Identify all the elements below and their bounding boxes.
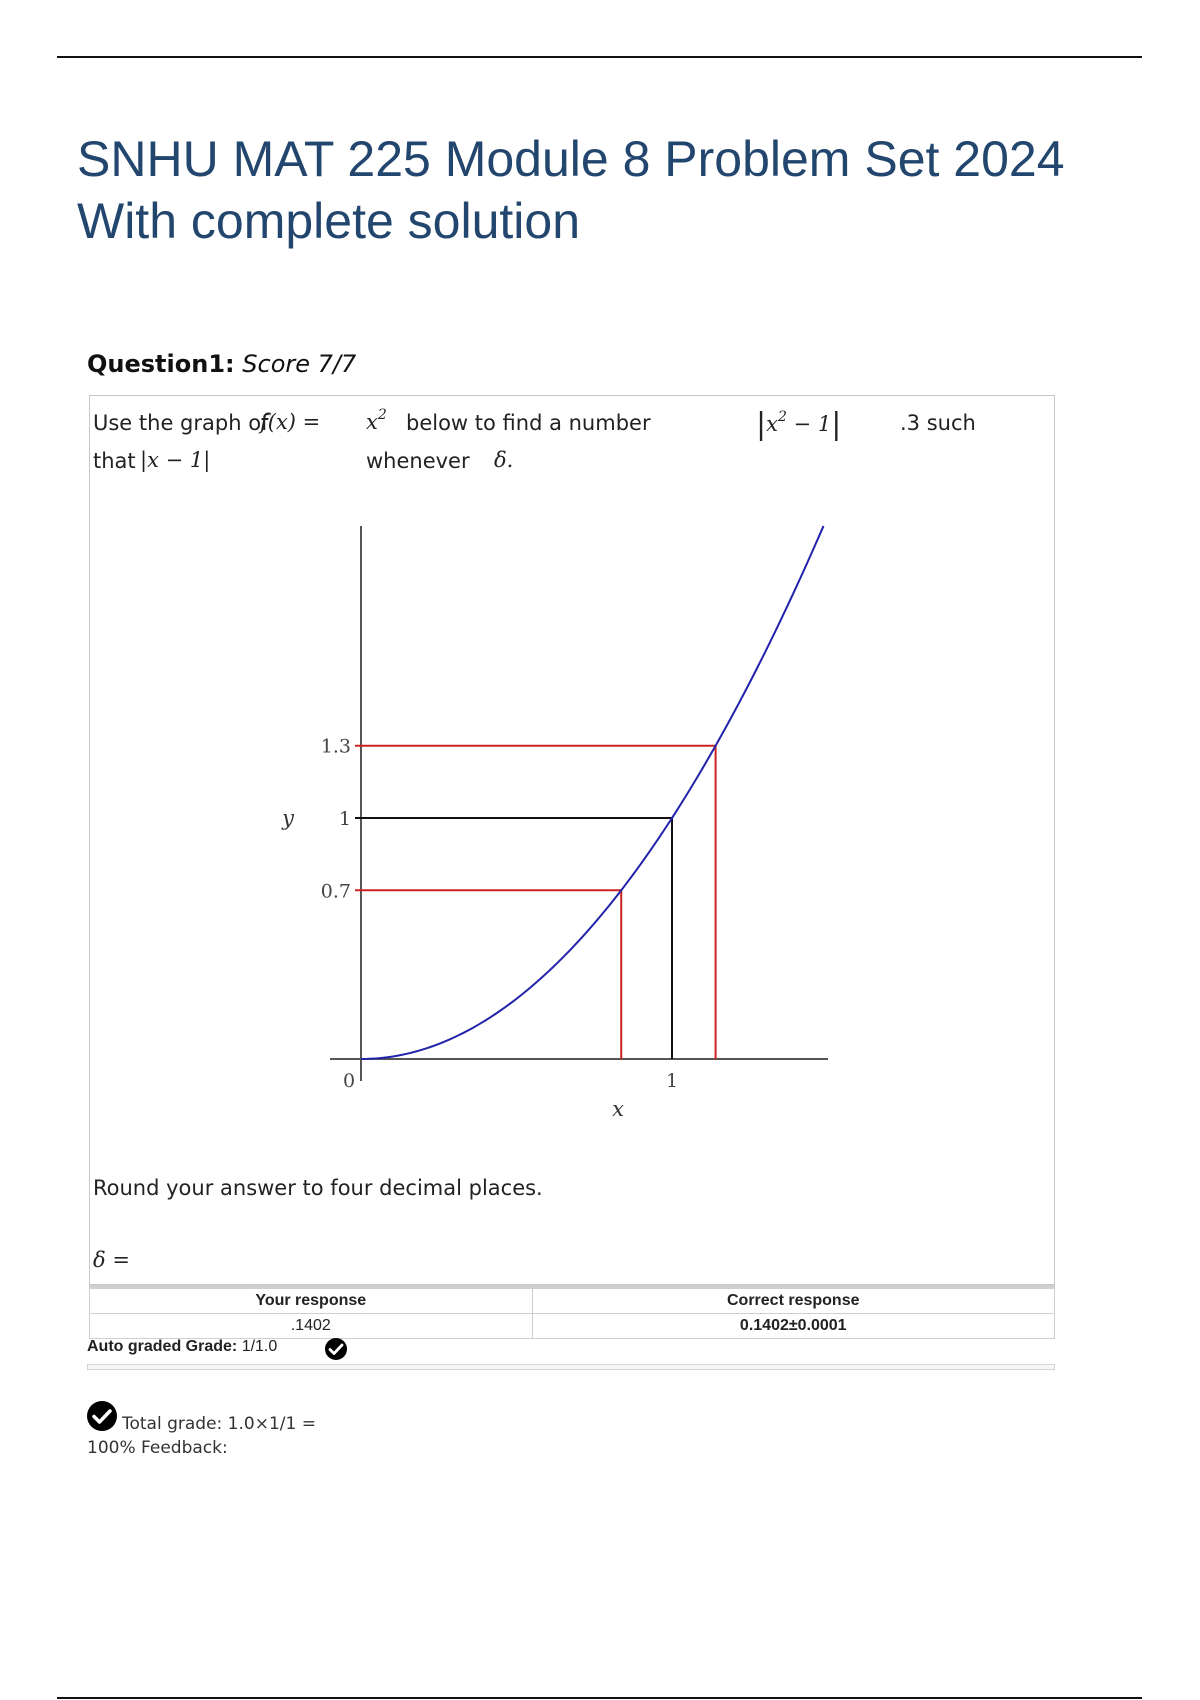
correct-response-value: 0.1402±0.0001 (532, 1314, 1054, 1339)
response-value-row (90, 1314, 1055, 1339)
prompt-delta: δ. (494, 448, 514, 472)
correct-response-header: Correct response (532, 1287, 1054, 1314)
your-response-value: .1402 (90, 1314, 533, 1339)
prompt-text-2: below to find a number (406, 411, 651, 435)
response-header-row (90, 1287, 1055, 1314)
document-title (77, 128, 1137, 252)
check-circle-icon (324, 1337, 348, 1361)
total-grade (87, 1412, 316, 1460)
prompt-text-5: whenever (366, 449, 470, 473)
y-tick-label: 1.3 (320, 735, 351, 758)
question-heading (87, 350, 356, 378)
prompt-text-4: that (93, 449, 136, 473)
total-grade-line-2: 100% Feedback: (87, 1438, 228, 1458)
prompt-abs-x-minus-1: |x − 1| (140, 448, 211, 472)
y-axis-label: y (282, 806, 294, 830)
your-response-header: Your response (90, 1287, 533, 1314)
title-line-1: SNHU MAT 225 Module 8 Problem Set 2024 (77, 131, 1065, 187)
delta-answer-label: δ = (93, 1248, 130, 1272)
grade-bar (87, 1364, 1055, 1370)
question-score: Score 7/7 (242, 350, 357, 378)
x-tick-label: 1 (665, 1070, 679, 1092)
y-tick-label: 1 (338, 808, 351, 830)
prompt-text-1: Use the graph of (93, 411, 269, 435)
total-grade-line-1: Total grade: 1.0×1/1 = (122, 1414, 316, 1434)
bottom-rule (57, 1697, 1142, 1699)
response-table (89, 1285, 1055, 1339)
curve-y-equals-x-squared (361, 526, 824, 1059)
title-line-2: With complete solution (77, 193, 581, 249)
function-graph (90, 396, 1054, 1156)
x-axis-label: x (612, 1097, 624, 1121)
prompt-x-squared: $x^2$ (366, 407, 387, 434)
auto-grade-value: 1/1.0 (241, 1338, 278, 1355)
rounding-instruction: Round your answer to four decimal places. (93, 1176, 543, 1200)
prompt-function: f(x) = (260, 410, 321, 434)
top-rule (57, 56, 1142, 58)
auto-grade-label: Auto graded Grade: (87, 1338, 238, 1355)
question-box (89, 395, 1055, 1285)
prompt-text-3: .3 such (900, 411, 976, 435)
auto-grade (87, 1338, 277, 1356)
question-label: Question1: (87, 350, 235, 378)
x-tick-label: 0 (342, 1070, 356, 1092)
prompt-abs-expression: $|x^2 - 1|$ (756, 407, 842, 442)
y-tick-label: 0.7 (320, 880, 351, 903)
